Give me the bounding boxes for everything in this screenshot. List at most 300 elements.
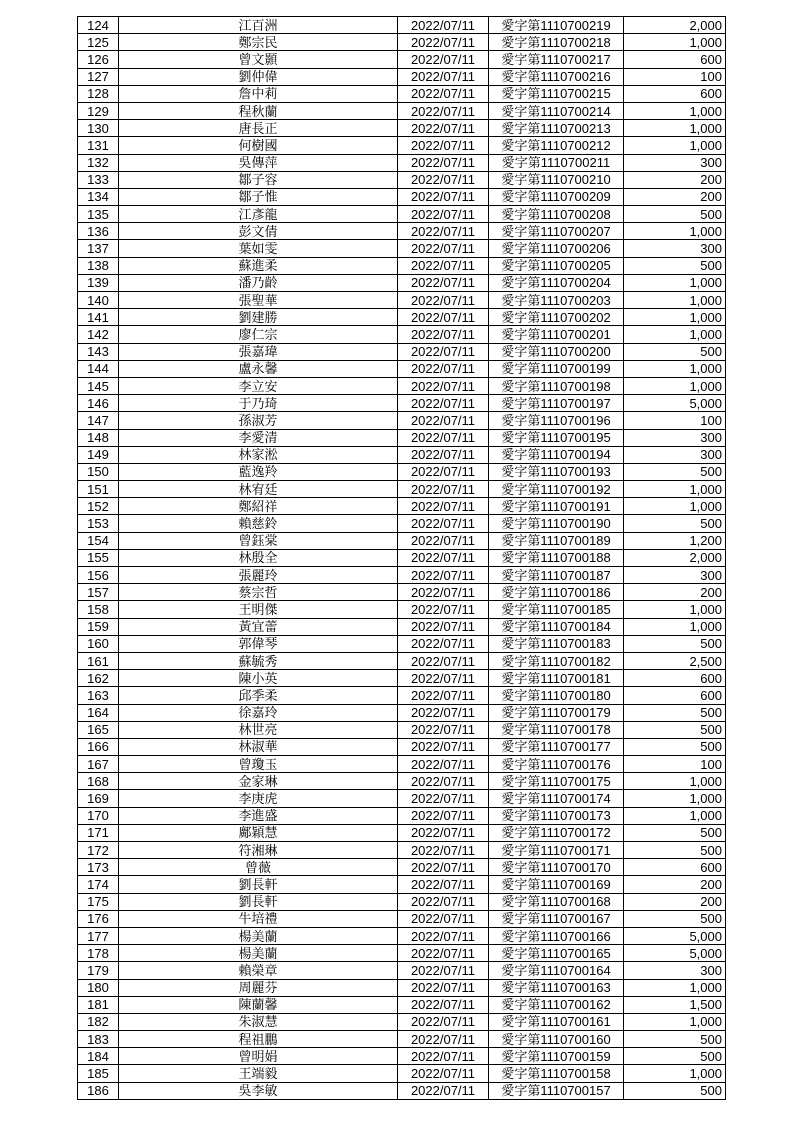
donation-date: 2022/07/11 (398, 412, 489, 429)
receipt-number: 愛字第1110700208 (489, 206, 624, 223)
donor-name: 王明傑 (119, 601, 398, 618)
donation-table (77, 16, 726, 1100)
donor-name: 曾薇 (119, 859, 398, 876)
donor-name: 張聖華 (119, 292, 398, 309)
donor-name: 林淑華 (119, 738, 398, 755)
row-number: 183 (78, 1031, 119, 1048)
row-number: 154 (78, 532, 119, 549)
donor-name: 黃宜蕾 (119, 618, 398, 635)
row-number: 134 (78, 188, 119, 205)
donation-amount: 1,000 (624, 1013, 726, 1030)
receipt-number: 愛字第1110700166 (489, 927, 624, 944)
donor-name: 吳傳萍 (119, 154, 398, 171)
donation-amount: 300 (624, 154, 726, 171)
donation-date: 2022/07/11 (398, 532, 489, 549)
table-row (78, 738, 726, 755)
donation-amount: 1,000 (624, 326, 726, 343)
row-number: 162 (78, 670, 119, 687)
receipt-number: 愛字第1110700169 (489, 876, 624, 893)
table-row (78, 240, 726, 257)
donation-date: 2022/07/11 (398, 188, 489, 205)
donation-date: 2022/07/11 (398, 137, 489, 154)
donation-date: 2022/07/11 (398, 910, 489, 927)
donation-amount: 1,000 (624, 773, 726, 790)
receipt-number: 愛字第1110700215 (489, 85, 624, 102)
row-number: 167 (78, 756, 119, 773)
row-number: 139 (78, 274, 119, 291)
donation-amount: 500 (624, 257, 726, 274)
donor-name: 鄭紹祥 (119, 498, 398, 515)
row-number: 131 (78, 137, 119, 154)
donor-name: 張嘉瑋 (119, 343, 398, 360)
table-row (78, 481, 726, 498)
receipt-number: 愛字第1110700214 (489, 102, 624, 119)
table-row (78, 876, 726, 893)
donation-amount: 1,000 (624, 377, 726, 394)
receipt-number: 愛字第1110700191 (489, 498, 624, 515)
donor-name: 鄭宗民 (119, 34, 398, 51)
donation-amount: 1,000 (624, 360, 726, 377)
donor-name: 詹中莉 (119, 85, 398, 102)
receipt-number: 愛字第1110700190 (489, 515, 624, 532)
row-number: 156 (78, 567, 119, 584)
receipt-number: 愛字第1110700162 (489, 996, 624, 1013)
donation-amount: 500 (624, 1031, 726, 1048)
donation-amount: 500 (624, 824, 726, 841)
donor-name: 曾文顥 (119, 51, 398, 68)
receipt-number: 愛字第1110700188 (489, 549, 624, 566)
table-row (78, 257, 726, 274)
donor-name: 江彥龍 (119, 206, 398, 223)
table-row (78, 68, 726, 85)
receipt-number: 愛字第1110700199 (489, 360, 624, 377)
donor-name: 林宥廷 (119, 481, 398, 498)
receipt-number: 愛字第1110700217 (489, 51, 624, 68)
donor-name: 曾鈺棠 (119, 532, 398, 549)
table-row (78, 274, 726, 291)
donation-date: 2022/07/11 (398, 223, 489, 240)
row-number: 150 (78, 463, 119, 480)
donation-amount: 500 (624, 842, 726, 859)
row-number: 186 (78, 1082, 119, 1099)
table-row (78, 206, 726, 223)
receipt-number: 愛字第1110700170 (489, 859, 624, 876)
donor-name: 李進盛 (119, 807, 398, 824)
donor-name: 周麗芬 (119, 979, 398, 996)
row-number: 159 (78, 618, 119, 635)
receipt-number: 愛字第1110700164 (489, 962, 624, 979)
donation-date: 2022/07/11 (398, 498, 489, 515)
receipt-number: 愛字第1110700186 (489, 584, 624, 601)
receipt-number: 愛字第1110700209 (489, 188, 624, 205)
donation-date: 2022/07/11 (398, 927, 489, 944)
donation-amount: 1,000 (624, 274, 726, 291)
donation-amount: 1,000 (624, 292, 726, 309)
table-row (78, 962, 726, 979)
receipt-number: 愛字第1110700182 (489, 652, 624, 669)
donation-date: 2022/07/11 (398, 979, 489, 996)
donor-name: 牛培禮 (119, 910, 398, 927)
donation-amount: 2,000 (624, 549, 726, 566)
donor-name: 劉長軒 (119, 893, 398, 910)
row-number: 135 (78, 206, 119, 223)
donation-amount: 600 (624, 85, 726, 102)
donor-name: 朱淑慧 (119, 1013, 398, 1030)
donation-date: 2022/07/11 (398, 1048, 489, 1065)
receipt-number: 愛字第1110700165 (489, 945, 624, 962)
donation-date: 2022/07/11 (398, 1013, 489, 1030)
table-row (78, 429, 726, 446)
receipt-number: 愛字第1110700219 (489, 17, 624, 34)
donation-date: 2022/07/11 (398, 584, 489, 601)
receipt-number: 愛字第1110700195 (489, 429, 624, 446)
row-number: 171 (78, 824, 119, 841)
donor-name: 李愛清 (119, 429, 398, 446)
donation-date: 2022/07/11 (398, 807, 489, 824)
donation-date: 2022/07/11 (398, 618, 489, 635)
donation-amount: 500 (624, 463, 726, 480)
table-row (78, 343, 726, 360)
row-number: 153 (78, 515, 119, 532)
row-number: 124 (78, 17, 119, 34)
receipt-number: 愛字第1110700206 (489, 240, 624, 257)
donor-name: 鄺穎慧 (119, 824, 398, 841)
row-number: 141 (78, 309, 119, 326)
donor-name: 程秋蘭 (119, 102, 398, 119)
donation-amount: 300 (624, 446, 726, 463)
donation-date: 2022/07/11 (398, 171, 489, 188)
donation-amount: 5,000 (624, 945, 726, 962)
table-row (78, 824, 726, 841)
receipt-number: 愛字第1110700216 (489, 68, 624, 85)
table-row (78, 326, 726, 343)
receipt-number: 愛字第1110700189 (489, 532, 624, 549)
receipt-number: 愛字第1110700174 (489, 790, 624, 807)
donation-amount: 300 (624, 567, 726, 584)
donor-name: 劉仲偉 (119, 68, 398, 85)
donor-name: 盧永馨 (119, 360, 398, 377)
donation-date: 2022/07/11 (398, 996, 489, 1013)
row-number: 148 (78, 429, 119, 446)
donation-amount: 1,000 (624, 618, 726, 635)
receipt-number: 愛字第1110700168 (489, 893, 624, 910)
row-number: 125 (78, 34, 119, 51)
row-number: 181 (78, 996, 119, 1013)
donation-amount: 300 (624, 429, 726, 446)
donor-name: 鄒子惟 (119, 188, 398, 205)
table-row (78, 292, 726, 309)
donation-date: 2022/07/11 (398, 876, 489, 893)
row-number: 149 (78, 446, 119, 463)
donation-date: 2022/07/11 (398, 343, 489, 360)
row-number: 178 (78, 945, 119, 962)
donation-date: 2022/07/11 (398, 481, 489, 498)
donor-name: 林殷全 (119, 549, 398, 566)
receipt-number: 愛字第1110700218 (489, 34, 624, 51)
donor-name: 李庚虎 (119, 790, 398, 807)
donation-amount: 500 (624, 206, 726, 223)
table-row (78, 137, 726, 154)
row-number: 174 (78, 876, 119, 893)
row-number: 164 (78, 704, 119, 721)
table-row (78, 360, 726, 377)
table-row (78, 532, 726, 549)
donor-name: 潘乃齡 (119, 274, 398, 291)
donation-amount: 5,000 (624, 927, 726, 944)
donor-name: 蘇毓秀 (119, 652, 398, 669)
receipt-number: 愛字第1110700201 (489, 326, 624, 343)
table-row (78, 601, 726, 618)
donation-date: 2022/07/11 (398, 34, 489, 51)
receipt-number: 愛字第1110700173 (489, 807, 624, 824)
receipt-number: 愛字第1110700172 (489, 824, 624, 841)
donation-date: 2022/07/11 (398, 859, 489, 876)
donor-name: 孫淑芳 (119, 412, 398, 429)
table-row (78, 51, 726, 68)
receipt-number: 愛字第1110700163 (489, 979, 624, 996)
donor-name: 廖仁宗 (119, 326, 398, 343)
donor-name: 蔡宗哲 (119, 584, 398, 601)
donation-amount: 500 (624, 515, 726, 532)
donation-date: 2022/07/11 (398, 206, 489, 223)
row-number: 126 (78, 51, 119, 68)
donation-amount: 1,000 (624, 137, 726, 154)
donation-date: 2022/07/11 (398, 704, 489, 721)
table-row (78, 188, 726, 205)
donation-amount: 1,000 (624, 790, 726, 807)
table-row (78, 927, 726, 944)
donation-date: 2022/07/11 (398, 893, 489, 910)
donation-date: 2022/07/11 (398, 326, 489, 343)
donation-amount: 600 (624, 859, 726, 876)
donation-amount: 600 (624, 687, 726, 704)
donor-name: 賴慈鈴 (119, 515, 398, 532)
row-number: 168 (78, 773, 119, 790)
row-number: 136 (78, 223, 119, 240)
table-row (78, 377, 726, 394)
table-row (78, 463, 726, 480)
donation-date: 2022/07/11 (398, 756, 489, 773)
donation-date: 2022/07/11 (398, 429, 489, 446)
table-row (78, 102, 726, 119)
table-row (78, 1031, 726, 1048)
donation-date: 2022/07/11 (398, 945, 489, 962)
donation-amount: 500 (624, 738, 726, 755)
donation-table-body (78, 17, 726, 1100)
donor-name: 陳小英 (119, 670, 398, 687)
donation-date: 2022/07/11 (398, 773, 489, 790)
table-row (78, 652, 726, 669)
table-row (78, 17, 726, 34)
table-row (78, 120, 726, 137)
receipt-number: 愛字第1110700202 (489, 309, 624, 326)
table-row (78, 85, 726, 102)
donation-date: 2022/07/11 (398, 120, 489, 137)
row-number: 133 (78, 171, 119, 188)
row-number: 172 (78, 842, 119, 859)
donor-name: 邱季柔 (119, 687, 398, 704)
row-number: 157 (78, 584, 119, 601)
donation-amount: 100 (624, 412, 726, 429)
row-number: 160 (78, 635, 119, 652)
row-number: 140 (78, 292, 119, 309)
donation-date: 2022/07/11 (398, 51, 489, 68)
table-row (78, 1065, 726, 1082)
receipt-number: 愛字第1110700171 (489, 842, 624, 859)
table-row (78, 515, 726, 532)
donor-name: 符湘琳 (119, 842, 398, 859)
donation-date: 2022/07/11 (398, 292, 489, 309)
donor-name: 陳蘭馨 (119, 996, 398, 1013)
donation-date: 2022/07/11 (398, 842, 489, 859)
table-row (78, 395, 726, 412)
donation-amount: 1,000 (624, 309, 726, 326)
donor-name: 于乃琦 (119, 395, 398, 412)
donor-name: 江百洲 (119, 17, 398, 34)
receipt-number: 愛字第1110700185 (489, 601, 624, 618)
table-row (78, 584, 726, 601)
donor-name: 曾明娟 (119, 1048, 398, 1065)
donation-date: 2022/07/11 (398, 635, 489, 652)
donation-amount: 500 (624, 910, 726, 927)
table-row (78, 670, 726, 687)
donation-amount: 1,000 (624, 807, 726, 824)
receipt-number: 愛字第1110700183 (489, 635, 624, 652)
row-number: 143 (78, 343, 119, 360)
donor-name: 劉長軒 (119, 876, 398, 893)
receipt-number: 愛字第1110700175 (489, 773, 624, 790)
donation-date: 2022/07/11 (398, 377, 489, 394)
donation-date: 2022/07/11 (398, 652, 489, 669)
table-row (78, 223, 726, 240)
donation-date: 2022/07/11 (398, 549, 489, 566)
receipt-number: 愛字第1110700160 (489, 1031, 624, 1048)
receipt-number: 愛字第1110700210 (489, 171, 624, 188)
donor-name: 張麗玲 (119, 567, 398, 584)
table-row (78, 567, 726, 584)
donation-date: 2022/07/11 (398, 567, 489, 584)
donation-amount: 500 (624, 704, 726, 721)
donation-amount: 1,000 (624, 34, 726, 51)
row-number: 155 (78, 549, 119, 566)
donor-name: 蘇進柔 (119, 257, 398, 274)
receipt-number: 愛字第1110700192 (489, 481, 624, 498)
receipt-number: 愛字第1110700207 (489, 223, 624, 240)
table-row (78, 34, 726, 51)
table-row (78, 309, 726, 326)
donation-amount: 600 (624, 51, 726, 68)
donation-date: 2022/07/11 (398, 1031, 489, 1048)
table-row (78, 687, 726, 704)
receipt-number: 愛字第1110700196 (489, 412, 624, 429)
donation-date: 2022/07/11 (398, 17, 489, 34)
receipt-number: 愛字第1110700157 (489, 1082, 624, 1099)
row-number: 185 (78, 1065, 119, 1082)
row-number: 158 (78, 601, 119, 618)
donation-amount: 500 (624, 343, 726, 360)
row-number: 138 (78, 257, 119, 274)
table-row (78, 842, 726, 859)
table-row (78, 549, 726, 566)
donation-date: 2022/07/11 (398, 274, 489, 291)
table-row (78, 945, 726, 962)
donation-date: 2022/07/11 (398, 360, 489, 377)
receipt-number: 愛字第1110700187 (489, 567, 624, 584)
table-row (78, 635, 726, 652)
receipt-number: 愛字第1110700161 (489, 1013, 624, 1030)
donor-name: 何樹國 (119, 137, 398, 154)
row-number: 137 (78, 240, 119, 257)
row-number: 177 (78, 927, 119, 944)
donation-date: 2022/07/11 (398, 824, 489, 841)
row-number: 130 (78, 120, 119, 137)
donation-amount: 2,000 (624, 17, 726, 34)
row-number: 151 (78, 481, 119, 498)
table-row (78, 618, 726, 635)
row-number: 145 (78, 377, 119, 394)
donation-date: 2022/07/11 (398, 1065, 489, 1082)
receipt-number: 愛字第1110700178 (489, 721, 624, 738)
row-number: 180 (78, 979, 119, 996)
donation-date: 2022/07/11 (398, 1082, 489, 1099)
donation-amount: 500 (624, 1082, 726, 1099)
table-row (78, 807, 726, 824)
row-number: 165 (78, 721, 119, 738)
row-number: 182 (78, 1013, 119, 1030)
donation-amount: 200 (624, 188, 726, 205)
donation-amount: 200 (624, 893, 726, 910)
table-row (78, 910, 726, 927)
donation-amount: 2,500 (624, 652, 726, 669)
receipt-number: 愛字第1110700167 (489, 910, 624, 927)
table-row (78, 859, 726, 876)
donation-date: 2022/07/11 (398, 790, 489, 807)
row-number: 166 (78, 738, 119, 755)
table-row (78, 704, 726, 721)
receipt-number: 愛字第1110700176 (489, 756, 624, 773)
donor-name: 楊美蘭 (119, 945, 398, 962)
row-number: 144 (78, 360, 119, 377)
donation-amount: 500 (624, 1048, 726, 1065)
row-number: 129 (78, 102, 119, 119)
donor-name: 賴榮章 (119, 962, 398, 979)
receipt-number: 愛字第1110700180 (489, 687, 624, 704)
donation-date: 2022/07/11 (398, 962, 489, 979)
donor-name: 彭文倩 (119, 223, 398, 240)
table-row (78, 498, 726, 515)
donation-amount: 300 (624, 962, 726, 979)
table-row (78, 893, 726, 910)
row-number: 170 (78, 807, 119, 824)
receipt-number: 愛字第1110700203 (489, 292, 624, 309)
table-row (78, 790, 726, 807)
row-number: 146 (78, 395, 119, 412)
receipt-number: 愛字第1110700184 (489, 618, 624, 635)
receipt-number: 愛字第1110700181 (489, 670, 624, 687)
donation-ledger (77, 16, 726, 1100)
donation-amount: 1,200 (624, 532, 726, 549)
donation-date: 2022/07/11 (398, 601, 489, 618)
row-number: 169 (78, 790, 119, 807)
donation-amount: 1,000 (624, 102, 726, 119)
receipt-number: 愛字第1110700204 (489, 274, 624, 291)
receipt-number: 愛字第1110700205 (489, 257, 624, 274)
donation-amount: 1,000 (624, 601, 726, 618)
row-number: 179 (78, 962, 119, 979)
receipt-number: 愛字第1110700177 (489, 738, 624, 755)
table-row (78, 412, 726, 429)
donation-amount: 500 (624, 721, 726, 738)
